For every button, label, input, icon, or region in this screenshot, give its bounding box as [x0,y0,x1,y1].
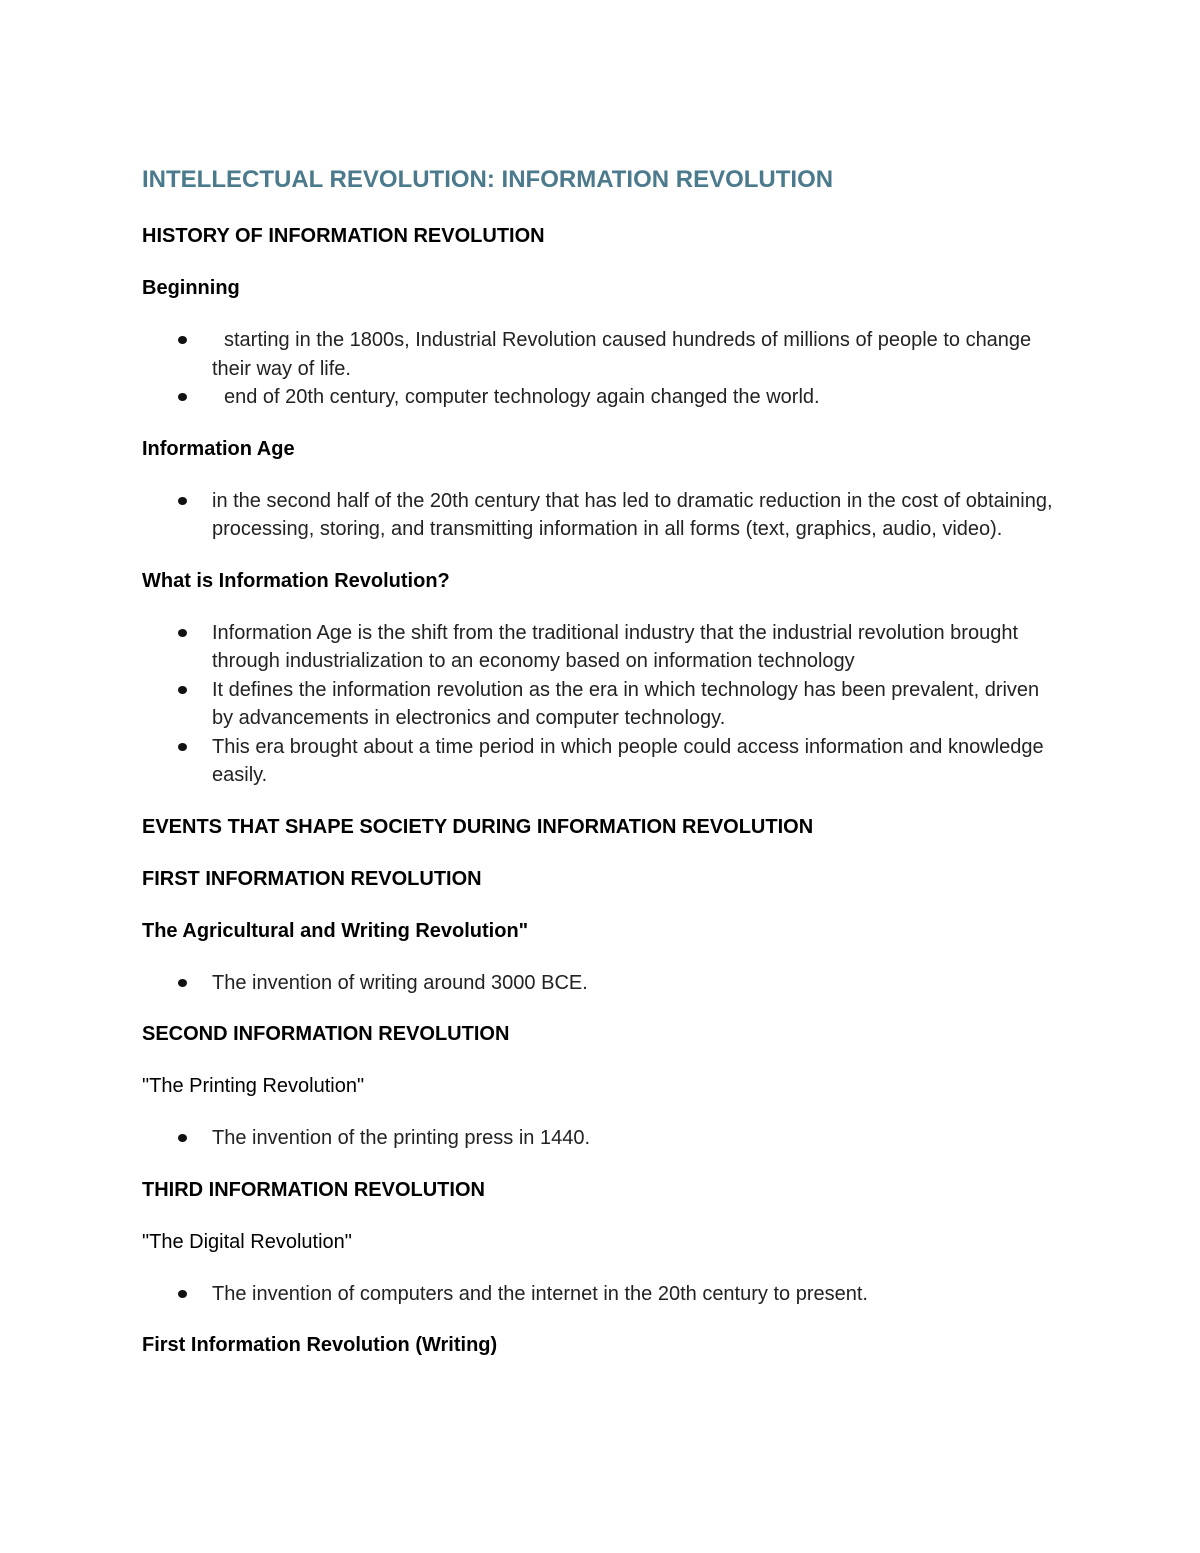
events-heading: EVENTS THAT SHAPE SOCIETY DURING INFORMATION REVOLUTION [142,815,814,838]
list-item: end of 20th century, computer technology again changed the world. [142,383,1062,412]
information-age-list [142,487,1062,544]
list-item: starting in the 1800s, Industrial Revolution caused hundreds of millions of people to change their way of life. [142,326,1062,383]
third-revolution-list [142,1280,1062,1309]
list-item: The invention of writing around 3000 BCE. [142,969,1062,998]
third-revolution-subheading: "The Digital Revolution" [142,1230,352,1253]
bullet-icon [178,393,187,401]
bullet-icon [178,743,187,751]
beginning-heading: Beginning [142,277,240,299]
what-is-list [142,619,1062,790]
bullet-icon [178,629,187,637]
list-item: Information Age is the shift from the traditional industry that the industrial revolution brought through industrialization to an economy based on information technology [142,619,1062,676]
second-revolution-heading: SECOND INFORMATION REVOLUTION [142,1023,510,1045]
beginning-list [142,326,1062,412]
third-revolution-heading: THIRD INFORMATION REVOLUTION [142,1178,485,1201]
bullet-icon [178,497,187,505]
first-revolution-heading: FIRST INFORMATION REVOLUTION [142,867,482,890]
bullet-icon [178,1134,187,1142]
information-age-heading: Information Age [142,437,295,460]
list-item: The invention of computers and the internet in the 20th century to present. [142,1280,1062,1309]
first-revolution-list [142,969,1062,998]
history-heading: HISTORY OF INFORMATION REVOLUTION [142,225,545,247]
what-is-heading: What is Information Revolution? [142,569,450,592]
bullet-icon [178,686,187,694]
second-revolution-subheading: "The Printing Revolution" [142,1075,365,1097]
list-item: This era brought about a time period in which people could access information and knowledge easily. [142,733,1062,790]
bullet-icon [178,336,187,344]
bullet-icon [178,979,187,987]
second-revolution-list [142,1124,1062,1153]
document-page [142,162,1062,1359]
list-item: The invention of the printing press in 1440. [142,1124,1062,1153]
list-item: It defines the information revolution as the era in which technology has been prevalent, driven by advancements in electronics and computer technology. [142,676,1062,733]
list-item: in the second half of the 20th century that has led to dramatic reduction in the cost of obtaining, processing, storing, and transmitting information in all forms (text, graphics, audio, video). [142,487,1062,544]
first-writing-heading: First Information Revolution (Writing) [142,1334,498,1356]
first-revolution-subheading: The Agricultural and Writing Revolution" [142,919,529,942]
document-title: INTELLECTUAL REVOLUTION: INFORMATION REVOLUTION [142,166,834,193]
bullet-icon [178,1290,187,1298]
